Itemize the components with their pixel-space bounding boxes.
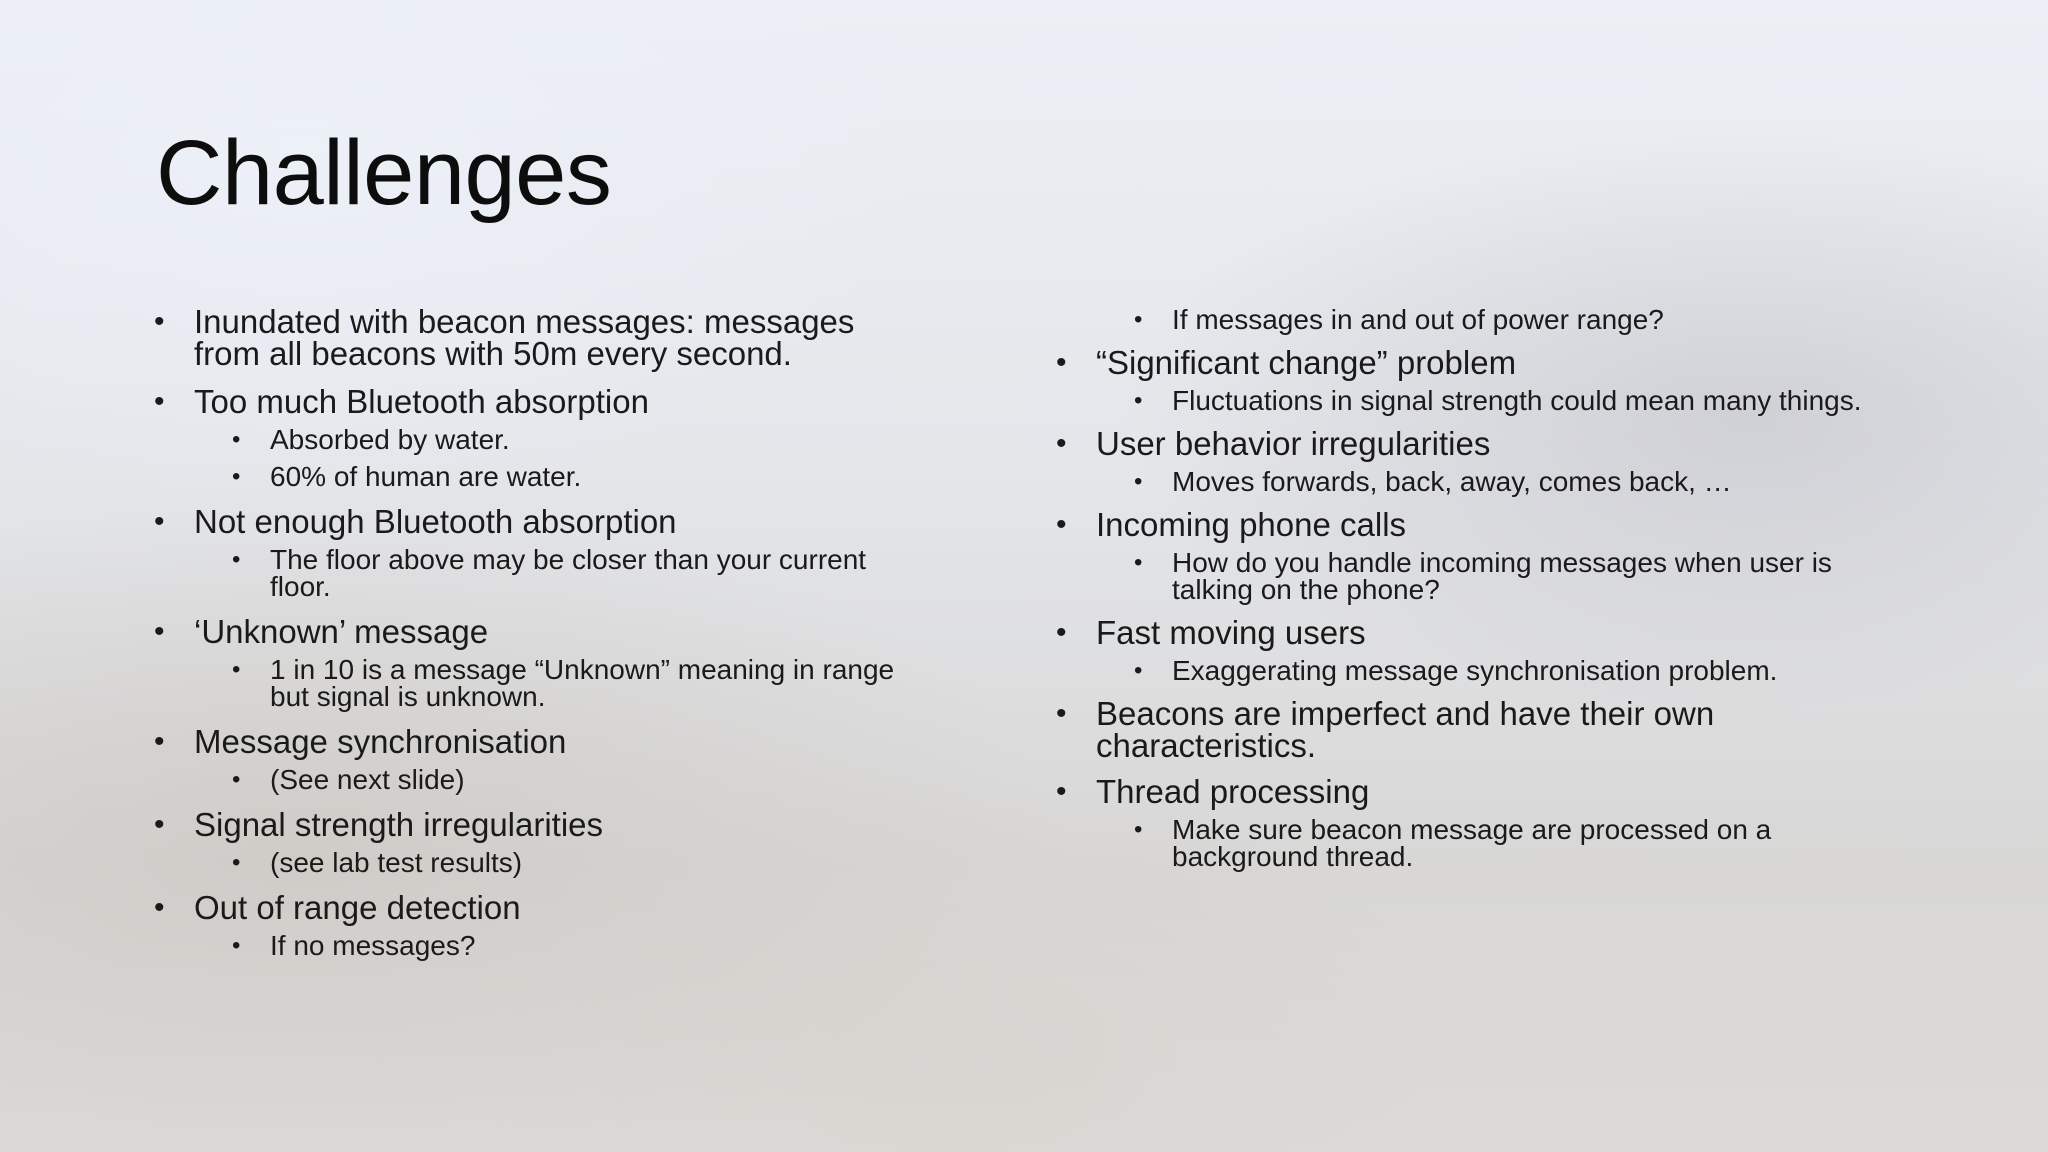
bullet-item [154, 383, 914, 492]
sub-bullet-marker: • [232, 463, 241, 490]
bullet-item [154, 303, 914, 372]
bullet-marker: • [154, 305, 165, 338]
sub-bullet-text: Make sure beacon message are processed on a background thread. [1172, 814, 1772, 872]
sub-bullet-item [232, 424, 914, 455]
bullet-item [1056, 344, 1916, 416]
sub-bullet-marker: • [1134, 657, 1143, 684]
sub-bullet-marker: • [232, 849, 241, 876]
bullet-item [154, 503, 914, 602]
sub-bullet-list [194, 766, 914, 793]
sub-bullet-item [1134, 304, 1916, 335]
bullet-marker: • [154, 725, 165, 758]
bullet-marker: • [154, 891, 165, 924]
sub-bullet-item [232, 461, 914, 492]
sub-bullet-item [232, 654, 914, 712]
sub-bullet-marker: • [232, 766, 241, 793]
sub-bullet-list [1096, 657, 1916, 684]
sub-bullet-marker: • [1134, 306, 1143, 333]
slide-title: Challenges [156, 122, 612, 224]
sub-bullet-item [232, 847, 914, 878]
sub-bullet-item [1134, 655, 1916, 686]
bullet-text: Thread processing [1096, 773, 1370, 810]
sub-bullet-text: If no messages? [270, 930, 476, 961]
sub-bullet-marker: • [1134, 816, 1143, 843]
sub-bullet-list [1096, 549, 1916, 603]
bullet-marker: • [154, 808, 165, 841]
sub-bullet-marker: • [1134, 468, 1143, 495]
sub-bullet-list [194, 546, 914, 600]
bullet-item [1056, 425, 1916, 497]
sub-bullet-item [1134, 466, 1916, 497]
sub-bullet-marker: • [232, 426, 241, 453]
sub-bullet-list [194, 656, 914, 710]
bullet-item [1056, 506, 1916, 605]
bullet-marker: • [154, 615, 165, 648]
sub-bullet-item [1134, 547, 1916, 605]
sub-bullet-text: Fluctuations in signal strength could mean many things. [1172, 385, 1862, 416]
bullet-marker: • [1056, 508, 1067, 541]
bullet-text: ‘Unknown’ message [194, 613, 489, 650]
bullet-marker: • [1056, 346, 1067, 379]
sub-bullet-list [1096, 468, 1916, 495]
bullet-marker: • [154, 385, 165, 418]
bullet-item [1056, 773, 1916, 872]
sub-bullet-text: If messages in and out of power range? [1172, 304, 1664, 335]
bullet-item [154, 889, 914, 961]
sub-bullet-marker: • [1134, 387, 1143, 414]
sub-bullet-text: (see lab test results) [270, 847, 523, 878]
sub-bullet-item [1134, 814, 1916, 872]
bullet-text: Message synchronisation [194, 723, 567, 760]
sub-bullet-item [232, 764, 914, 795]
bullet-list-left [154, 303, 914, 961]
sub-bullet-item [232, 544, 914, 602]
sub-bullet-marker: • [232, 546, 241, 573]
sub-bullet-text: Exaggerating message synchronisation problem. [1172, 655, 1778, 686]
bullet-text: Incoming phone calls [1096, 506, 1407, 543]
sub-bullet-marker: • [232, 656, 241, 683]
sub-bullet-text: The floor above may be closer than your current floor. [270, 544, 867, 602]
sub-bullet-text: 1 in 10 is a message “Unknown” meaning in range but signal is unknown. [270, 654, 895, 712]
bullet-text: Signal strength irregularities [194, 806, 604, 843]
right-column [1056, 306, 1916, 884]
bullet-text: Beacons are imperfect and have their own characteristics. [1096, 695, 1715, 764]
sub-bullet-text: Absorbed by water. [270, 424, 510, 455]
sub-bullet-text: 60% of human are water. [270, 461, 582, 492]
bullet-text: Too much Bluetooth absorption [194, 383, 649, 420]
bullet-marker: • [1056, 616, 1067, 649]
sub-bullet-list [194, 426, 914, 490]
sub-bullet-item [1134, 385, 1916, 416]
bullet-list-right [1056, 344, 1916, 872]
sub-bullet-list [1096, 387, 1916, 414]
bullet-item [154, 806, 914, 878]
sub-bullet-text: How do you handle incoming messages when user is talking on the phone? [1172, 547, 1832, 605]
bullet-item [1056, 614, 1916, 686]
bullet-text: Fast moving users [1096, 614, 1366, 651]
sub-bullet-text: Moves forwards, back, away, comes back, … [1172, 466, 1732, 497]
bullet-marker: • [154, 505, 165, 538]
bullet-marker: • [1056, 427, 1067, 460]
sub-bullet-list [194, 932, 914, 959]
continued-sub-bullet-list [1096, 306, 1916, 333]
sub-bullet-item [232, 930, 914, 961]
bullet-text: Out of range detection [194, 889, 521, 926]
bullet-text: Not enough Bluetooth absorption [194, 503, 677, 540]
bullet-marker: • [1056, 697, 1067, 730]
sub-bullet-list [1096, 816, 1916, 870]
bullet-marker: • [1056, 775, 1067, 808]
bullet-text: User behavior irregularities [1096, 425, 1491, 462]
bullet-text: Inundated with beacon messages: messages from all beacons with 50m every second. [194, 303, 855, 372]
bullet-item [154, 613, 914, 712]
sub-bullet-marker: • [232, 932, 241, 959]
bullet-item [154, 723, 914, 795]
bullet-item [1056, 695, 1916, 764]
left-column [154, 303, 914, 975]
sub-bullet-list [194, 849, 914, 876]
sub-bullet-text: (See next slide) [270, 764, 465, 795]
bullet-text: “Significant change” problem [1096, 344, 1517, 381]
sub-bullet-marker: • [1134, 549, 1143, 576]
